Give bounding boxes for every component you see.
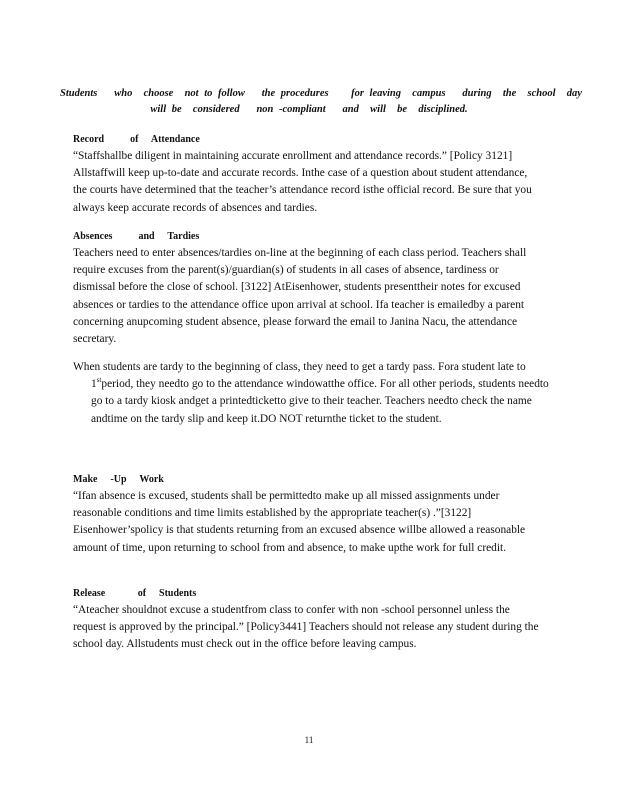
record-of-attendance-heading: Record of Attendance — [73, 134, 200, 145]
compliance-notice — [60, 86, 582, 118]
page-number: 11 — [304, 735, 314, 745]
record-of-attendance-paragraph: “Staffshallbe diligent in maintaining accurate enrollment and attendance records.” [Policy 3121] Allstaffwill keep up-to-date and accurate records. Inthe case of a question about student attendance, the courts have determined that the teacher’s attendance record isthe official record. Be sure that you always keep accurate records of absences and tardies. — [73, 150, 532, 214]
absences-and-tardies-heading: Absences and Tardies — [73, 231, 200, 242]
release-of-students-heading: Release of Students — [73, 588, 197, 599]
make-up-work-paragraph: “Ifan absence is excused, students shall be permittedto make up all missed assignments under reasonable conditions and time limits established by the appropriate teacher(s) .”[3122] Eisenhower’spolicy is that students returning from an excused absence willbe allowed a reasonable amount of time, upon returning to school from and absence, to make upthe work for full credit. — [73, 490, 526, 554]
compliance-notice-line-2: will be considered non -compliant and will be disciplined. — [150, 104, 468, 115]
absences-and-tardies-paragraph: Teachers need to enter absences/tardies on-line at the beginning of each class period. Teachers shall require excuses from the parent(s)/guardian(s) of students in all cases of absence, tardiness or dismissal before the close of school. [3122] AtEisenhower, students presenttheir notes for excused absences or tardies to the attendance office upon arrival at school. Ifa teacher is emailedby a parent concerning anupcoming student absence, please forward the email to Janina Nacu, the attendance secretary. — [73, 247, 527, 346]
make-up-work-heading: Make -Up Work — [73, 474, 164, 485]
release-of-students-paragraph: “Ateacher shouldnot excuse a studentfrom class to confer with non -school personnel unless the request is approved by the principal.” [Policy3441] Teachers should not release any student during the school day. Allstudents must check out in the office before leaving campus. — [73, 604, 539, 651]
tardy-superscript: st — [96, 376, 102, 385]
tardy-procedure-paragraph — [73, 359, 561, 428]
compliance-notice-line-1: Students who choose not to follow the procedures for leaving campus during the school day — [60, 88, 582, 99]
tardy-text-end: period, they needto go to the attendance windowatthe office. For all other periods, students needto go to a tardy kiosk andget a printedticketto give to their teacher. Teachers needto check the name andtime on the tardy slip and keep it.DO NOT returnthe ticket to the student. — [91, 378, 549, 425]
tardy-text-start: When students are tardy to the beginning of class, they need to get a tardy pass. Fora student late to 1 — [73, 361, 526, 391]
